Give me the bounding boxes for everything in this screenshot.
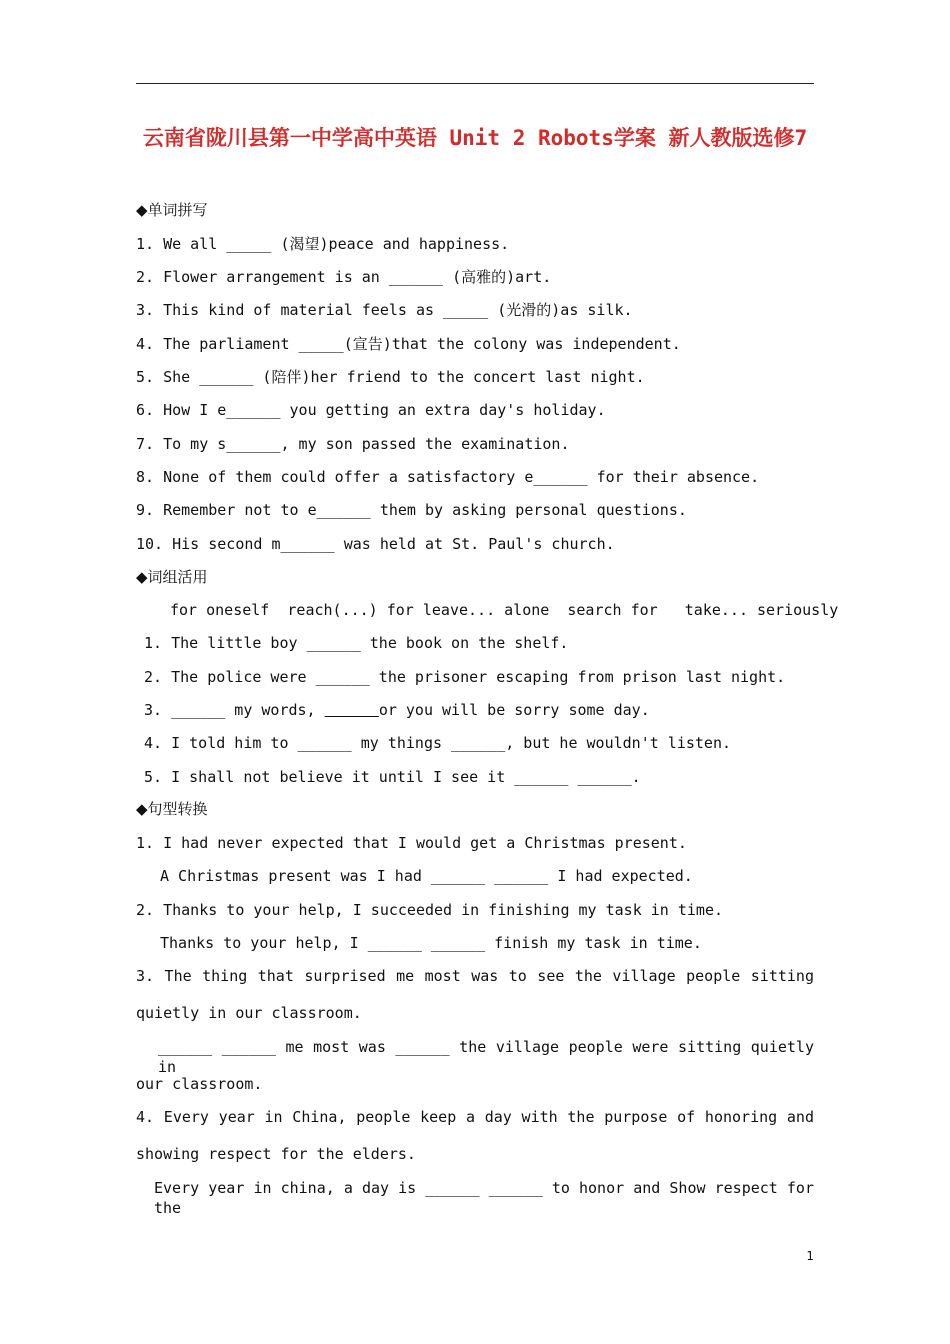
spelling-item-10: 10. His second m______ was held at St. Paul's church. [136,535,615,553]
transform-item-3-original-cont: quietly in our classroom. [136,1004,362,1022]
phrase-bank: for oneself reach(...) for leave... alone search for take... seriously [170,601,839,619]
page-number: 1 [806,1249,814,1263]
section-heading-spelling: ◆单词拼写 [136,201,208,219]
phrase-item-1: 1. The little boy ______ the book on the shelf. [144,634,569,652]
spelling-item-5: 5. She ______ (陪伴)her friend to the concert last night. [136,368,645,386]
transform-item-4-rewrite: Every year in china, a day is ______ ______ to honor and Show respect for the [154,1179,814,1217]
phrase-item-4: 4. I told him to ______ my things ______, but he wouldn't listen. [144,734,731,752]
section-heading-phrases: ◆词组活用 [136,568,208,586]
transform-item-3-original: 3. The thing that surprised me most was to see the village people sitting [136,967,814,985]
phrase-item-5: 5. I shall not believe it until I see it ______ ______. [144,768,641,786]
spelling-item-1: 1. We all _____ (渴望)peace and happiness. [136,235,510,253]
spelling-item-8: 8. None of them could offer a satisfactory e______ for their absence. [136,468,760,486]
transform-item-4-original-cont: showing respect for the elders. [136,1145,416,1163]
transform-item-1-rewrite: A Christmas present was I had ______ ______ I had expected. [160,867,693,885]
spelling-item-2: 2. Flower arrangement is an ______ (高雅的)art. [136,268,552,286]
phrase-item-3-start: 3. ______ my words, [144,701,325,719]
page-title: 云南省陇川县第一中学高中英语 Unit 2 Robots学案 新人教版选修7 [142,126,808,150]
transform-item-1-original: 1. I had never expected that I would get a Christmas present. [136,834,687,852]
transform-item-2-rewrite: Thanks to your help, I ______ ______ finish my task in time. [160,934,702,952]
spelling-item-3: 3. This kind of material feels as _____ (光滑的)as silk. [136,301,633,319]
phrase-item-3-blank [325,701,379,719]
transform-item-3-rewrite: ______ ______ me most was ______ the village people were sitting quietly in [158,1038,814,1076]
spelling-item-4: 4. The parliament _____(宣告)that the colony was independent. [136,335,681,353]
transform-item-3-rewrite-cont: our classroom. [136,1075,263,1093]
transform-item-4-original: 4. Every year in China, people keep a day with the purpose of honoring and [136,1108,814,1126]
transform-item-2-original: 2. Thanks to your help, I succeeded in finishing my task in time. [136,901,723,919]
phrase-item-3 [144,700,814,720]
spelling-item-7: 7. To my s______, my son passed the examination. [136,435,570,453]
spelling-item-6: 6. How I e______ you getting an extra day's holiday. [136,401,606,419]
header-rule [136,83,814,84]
phrase-item-3-rest: or you will be sorry some day. [378,701,650,719]
phrase-item-2: 2. The police were ______ the prisoner escaping from prison last night. [144,668,786,686]
spelling-item-9: 9. Remember not to e______ them by asking personal questions. [136,501,687,519]
section-heading-transform: ◆句型转换 [136,800,208,818]
